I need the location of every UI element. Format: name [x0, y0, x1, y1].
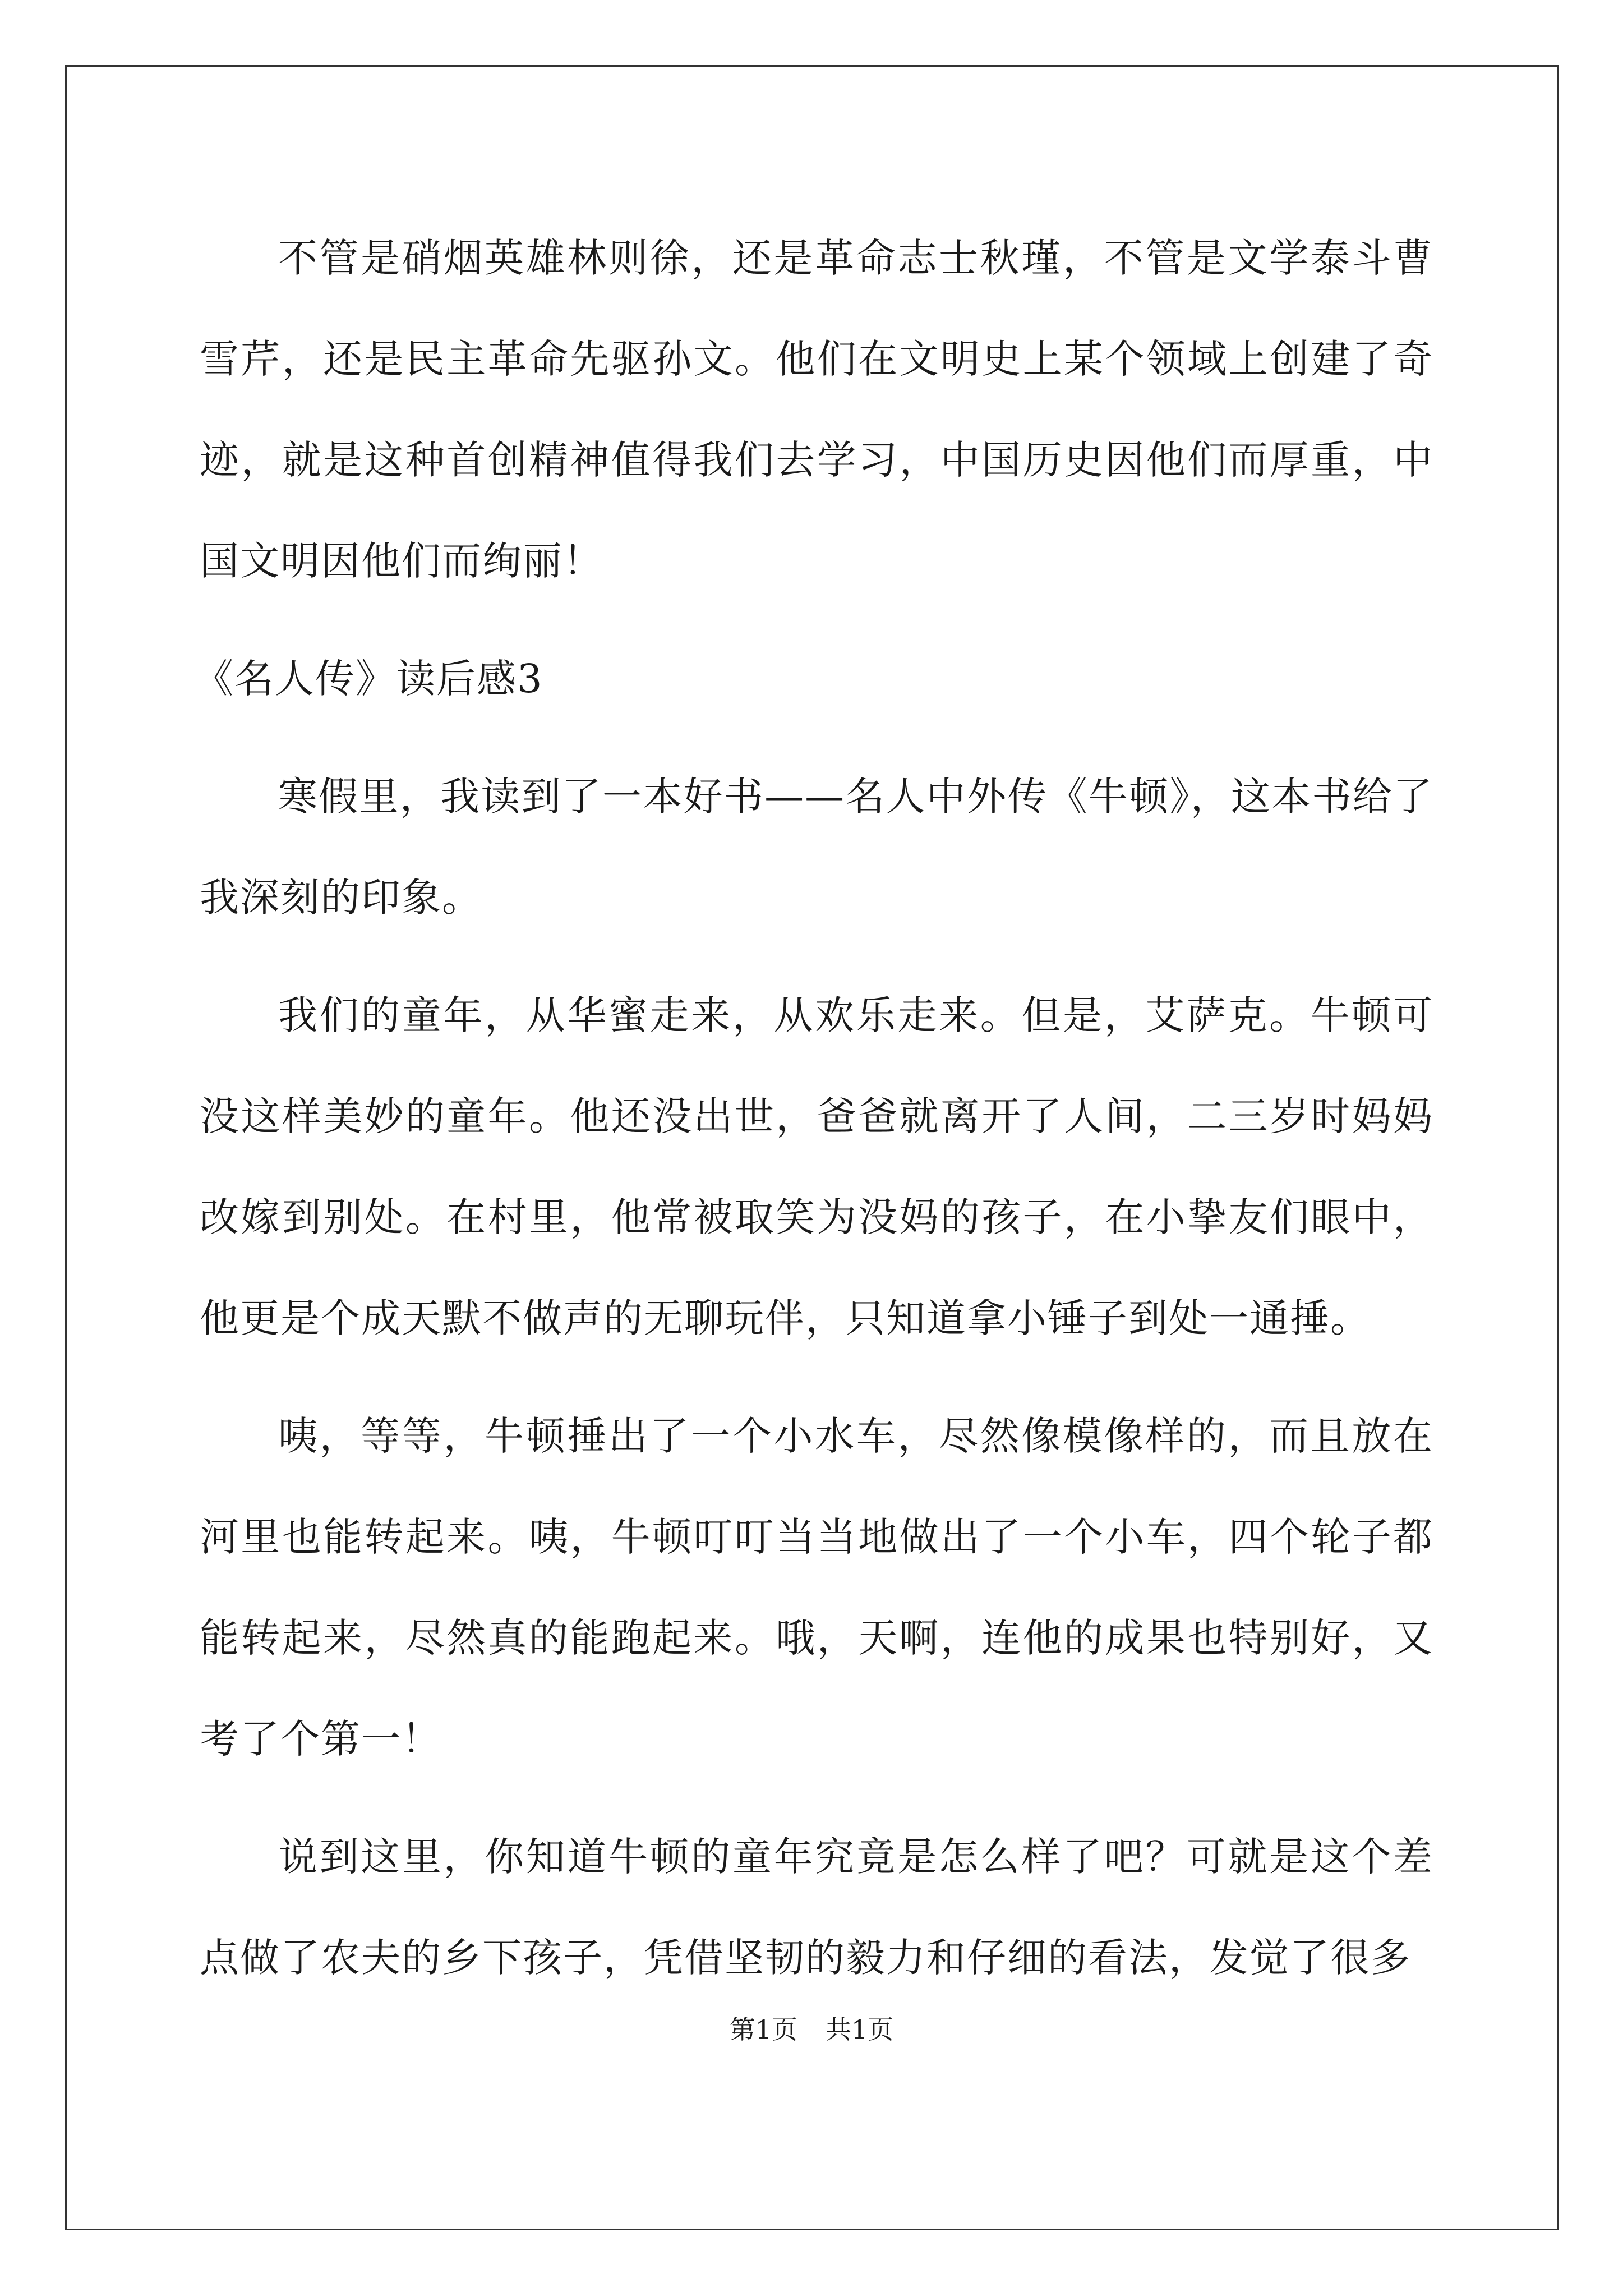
page-total: 共1页 — [826, 2014, 894, 2045]
paragraph-4: 咦，等等，牛顿捶出了一个小水车，尽然像模像样的，而且放在河里也能转起来。咦，牛顿叮叮当当地做出了一个小车，四个轮子都能转起来，尽然真的能跑起来。哦，天啊，连他的成果也特别好，又考了个第一！ — [200, 1413, 1433, 1762]
page-footer — [0, 2013, 1623, 2046]
paragraph-5: 说到这里，你知道牛顿的童年究竟是怎么样了吧？可就是这个差点做了农夫的乡下孩子，凭借坚韧的毅力和仔细的看法，发觉了很多 — [200, 1834, 1433, 1981]
paragraph-3: 我们的童年，从华蜜走来，从欢乐走来。但是，艾萨克。牛顿可没这样美妙的童年。他还没出世，爸爸就离开了人间，二三岁时妈妈改嫁到别处。在村里，他常被取笑为没妈的孩子，在小挚友们眼中，他更是个成天默不做声的无聊玩伴，只知道拿小锤子到处一通捶。 — [200, 992, 1433, 1341]
document-body — [194, 208, 1433, 2008]
paragraph-2: 寒假里，我读到了一本好书——名人中外传《牛顿》，这本书给了我深刻的印象。 — [200, 774, 1433, 921]
paragraph-1: 不管是硝烟英雄林则徐，还是革命志士秋瑾，不管是文学泰斗曹雪芹，还是民主革命先驱孙文。他们在文明史上某个领域上创建了奇迹，就是这种首创精神值得我们去学习，中国历史因他们而厚重，中国文明因他们而绚丽！ — [200, 235, 1433, 584]
section-heading: 《名人传》读后感3 — [194, 656, 543, 702]
page-number: 第1页 — [729, 2014, 797, 2045]
